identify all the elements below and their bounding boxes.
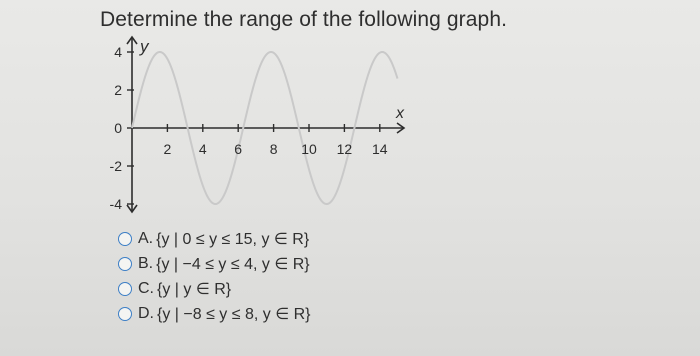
y-tick-label: 4: [114, 44, 122, 60]
x-tick-label: 2: [163, 141, 172, 157]
y-tick-label: -4: [109, 196, 122, 212]
answer-options: [118, 226, 311, 326]
x-axis-label: x: [396, 105, 404, 122]
x-tick-label: 6: [234, 141, 243, 157]
x-tick-label: 12: [336, 141, 353, 157]
option-c-text: {y | y ∈ R}: [157, 280, 232, 298]
option-c-radio[interactable]: [118, 282, 132, 296]
option-c-letter: C.: [138, 279, 154, 297]
x-tick-label: 4: [198, 141, 207, 157]
option-b-text: {y | −4 ≤ y ≤ 4, y ∈ R}: [156, 255, 310, 273]
option-c[interactable]: [118, 276, 311, 301]
option-a-letter: A.: [138, 229, 154, 247]
question-text: Determine the range of the following graph.: [100, 8, 508, 31]
x-tick-label: 14: [372, 141, 388, 157]
option-b-radio[interactable]: [118, 257, 132, 271]
option-b[interactable]: [118, 251, 311, 276]
y-tick-label: 2: [114, 82, 122, 98]
x-tick-label: 10: [301, 141, 317, 157]
option-d-text: {y | −8 ≤ y ≤ 8, y ∈ R}: [157, 305, 311, 323]
option-d[interactable]: [118, 301, 311, 326]
y-axis-label: y: [140, 37, 149, 56]
option-d-radio[interactable]: [118, 307, 132, 321]
y-tick-label: -2: [109, 158, 122, 174]
option-a-text: {y | 0 ≤ y ≤ 15, y ∈ R}: [156, 230, 310, 248]
option-d-letter: D.: [138, 304, 154, 322]
option-a[interactable]: [118, 226, 311, 251]
option-b-letter: B.: [138, 254, 154, 272]
y-tick-label: 0: [114, 120, 122, 136]
x-tick-label: 8: [269, 141, 278, 157]
option-a-radio[interactable]: [118, 232, 132, 246]
